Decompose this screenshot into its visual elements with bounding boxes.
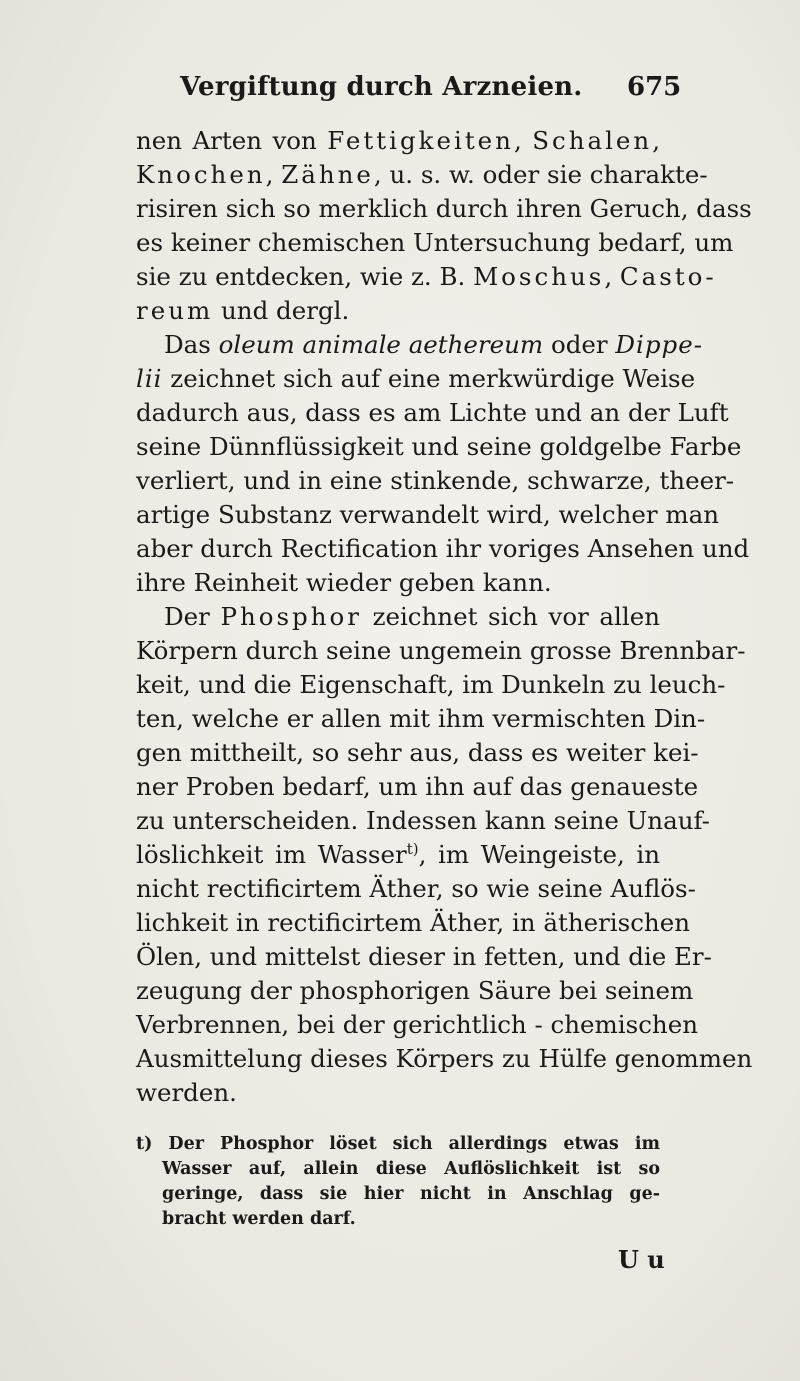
text-line: aber durch Rectification ihr voriges Ansehen und <box>136 534 750 563</box>
text-line: Der Phosphor zeichnet sich vor allen <box>164 602 660 631</box>
text-line: nen Arten von Fettigkeiten, Schalen, <box>136 126 660 155</box>
text-line: risiren sich so merklich durch ihren Geruch, dass <box>136 194 752 223</box>
text-line: dadurch aus, dass es am Lichte und an der Luft <box>136 398 729 427</box>
text-line: ner Proben bedarf, um ihn auf das genaueste <box>136 772 699 801</box>
text-line: lii zeichnet sich auf eine merkwürdige Weise <box>136 364 696 393</box>
text-line: gen mittheilt, so sehr aus, dass es weiter kei- <box>136 738 699 767</box>
running-title: Vergiftung durch Arzneien. <box>180 72 583 102</box>
text-line: löslichkeit im Wasser$^{t)}$, im Weingeiste, in <box>136 839 660 869</box>
text-line: ten, welche er allen mit ihm vermischten Din- <box>136 704 706 733</box>
text-line: artige Substanz verwandelt wird, welcher man <box>136 500 719 529</box>
text-line: Ausmittelung dieses Körpers zu Hülfe genommen <box>136 1044 753 1073</box>
text-line: verliert, und in eine stinkende, schwarze, theer- <box>136 466 735 495</box>
footnote-marker: t) <box>406 839 419 858</box>
text-line: seine Dünnflüssigkeit und seine goldgelbe Farbe <box>136 432 742 461</box>
page-number: 675 <box>627 72 682 102</box>
text-line: ihre Reinheit wieder geben kann. <box>136 568 552 597</box>
text-line: keit, und die Eigenschaft, im Dunkeln zu leuch- <box>136 670 726 699</box>
text-line: lichkeit in rectificirtem Äther, in ätherischen <box>136 908 690 937</box>
spacer <box>136 1110 660 1132</box>
text-line: zu unterscheiden. Indessen kann seine Unauf- <box>136 806 710 835</box>
text-line: Körpern durch seine ungemein grosse Brennbar- <box>136 636 746 665</box>
text-line: es keiner chemischen Untersuchung bedarf, um <box>136 228 734 257</box>
main-text <box>136 124 753 1232</box>
text-line: zeugung der phosphorigen Säure bei seinem <box>136 976 694 1005</box>
footnote-line: t) Der Phosphor löset sich allerdings etwas im <box>136 1134 660 1154</box>
text-line: Das oleum animale aethereum oder Dippe- <box>164 330 704 359</box>
text-line: Verbrennen, bei der gerichtlich - chemischen <box>136 1010 698 1039</box>
text-line: sie zu entdecken, wie z. B. Moschus, Casto- <box>136 262 717 291</box>
catchword: U u <box>618 1245 665 1274</box>
text-line: werden. <box>136 1078 237 1107</box>
footnote-line: bracht werden darf. <box>162 1209 356 1229</box>
footnote-line: Wasser auf, allein diese Auflöslichkeit ist so <box>162 1159 660 1179</box>
text-line: nicht rectificirtem Äther, so wie seine Auflös- <box>136 874 696 903</box>
text-line: reum und dergl. <box>136 296 350 325</box>
footnote <box>136 1132 660 1232</box>
page-header <box>0 72 800 112</box>
footnote-line: geringe, dass sie hier nicht in Anschlag ge- <box>162 1184 660 1204</box>
text-line: Ölen, und mittelst dieser in fetten, und die Er- <box>136 942 712 971</box>
text-line: Knochen, Zähne, u. s. w. oder sie charakte- <box>136 160 708 189</box>
